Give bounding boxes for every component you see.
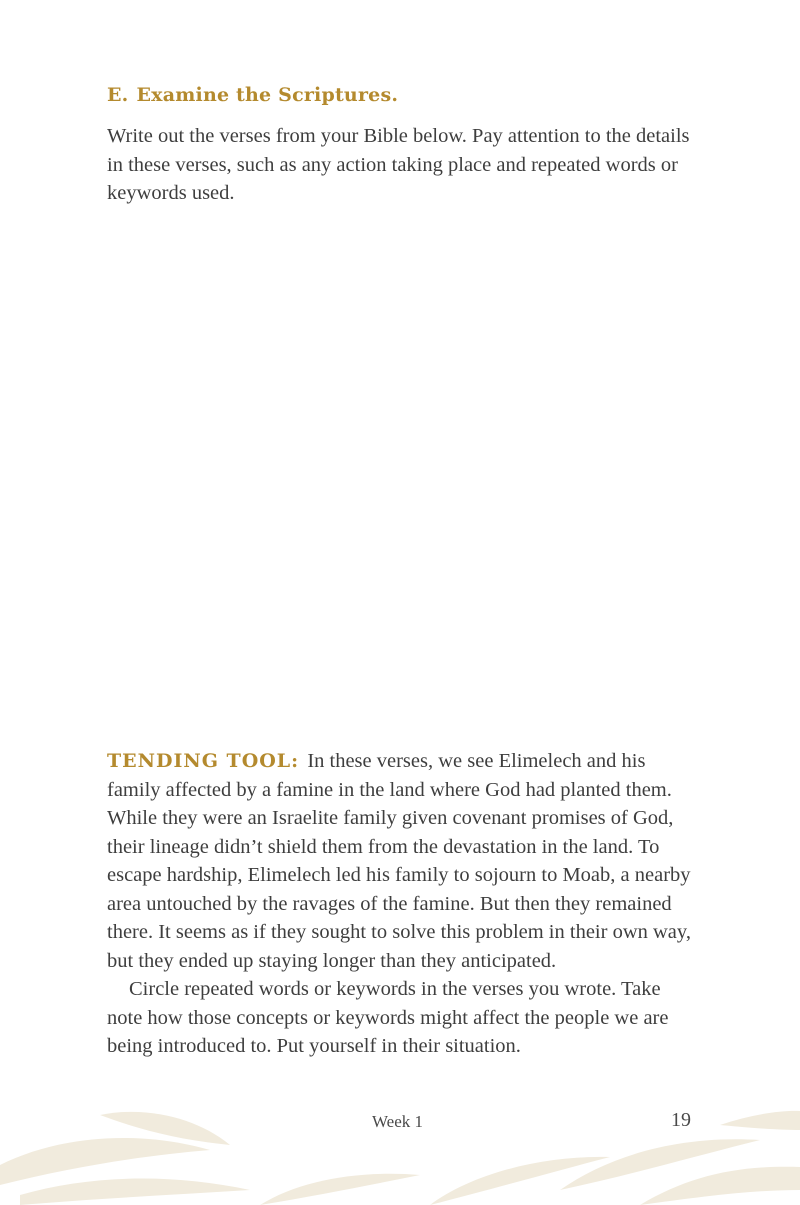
tending-tool-paragraph-2: Circle repeated words or keywords in the verses you wrote. Take note how those concepts or keywords might affect the people we are being introduced to. Put yourself in their situation. (107, 978, 669, 1057)
section-letter: E. (107, 84, 129, 106)
section-title: Examine the Scriptures. (136, 84, 399, 106)
footer-week-label: Week 1 (372, 1112, 424, 1131)
tending-tool-text-1: In these verses, we see Elimelech and his family affected by a famine in the land where God had planted them. While they were an Israelite family given covenant promises of God, their lineage didn’t shield them from the devastation in the land. To escape hardship, Elimelech led his family to sojourn to Moab, a nearby area untouched by the ravages of the famine. But then they remained there. It seems as if they sought to solve this problem in their own way, but they ended up staying longer than they anticipated. (107, 750, 691, 972)
section-heading (107, 84, 398, 106)
writing-space[interactable] (107, 215, 692, 735)
page-number: 19 (671, 1109, 691, 1131)
instructions-text: Write out the verses from your Bible below. Pay attention to the details in these verses, such as any action taking place and repeated words or keywords used. (107, 125, 690, 204)
tending-tool-paragraph-1 (107, 747, 697, 975)
tending-tool-label: TENDING TOOL: (107, 750, 300, 772)
tending-tool-block (107, 747, 697, 1061)
